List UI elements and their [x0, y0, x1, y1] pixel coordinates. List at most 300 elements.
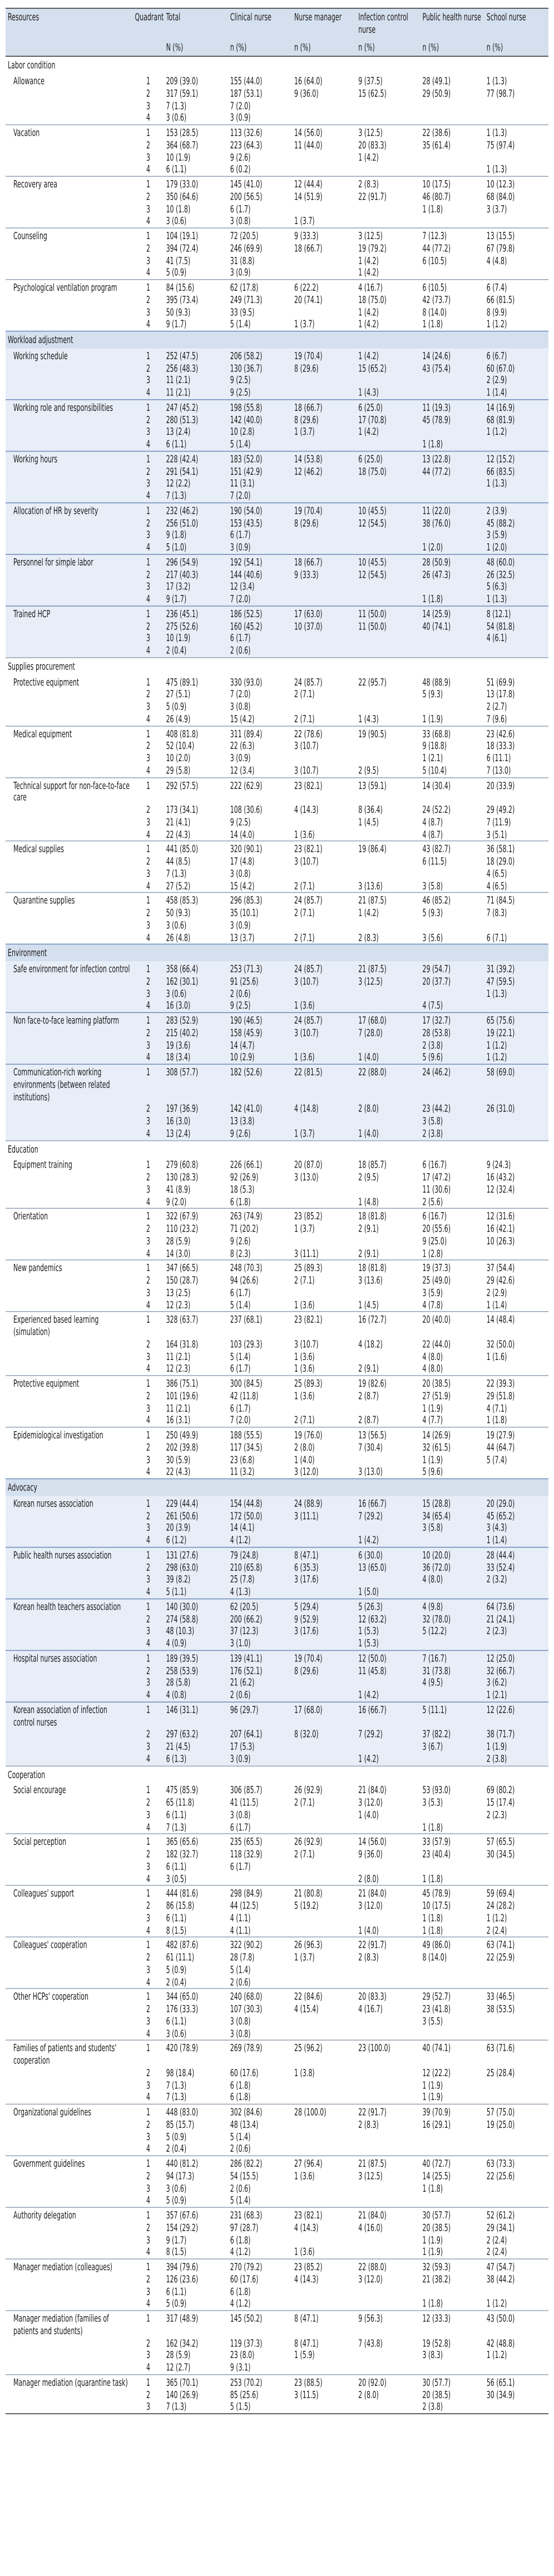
value-cell: 9 (36.0) — [294, 87, 319, 100]
quadrant-cell: 2 — [146, 1171, 150, 1183]
quadrant-cell: 1 — [132, 1702, 164, 1729]
table-row — [6, 1390, 548, 1402]
value-cell: 6 (25.0) — [356, 451, 420, 465]
value-cell: 20 (40.0) — [421, 1312, 484, 1338]
quadrant-cell: 2 — [146, 2337, 150, 2349]
table-row — [6, 880, 548, 893]
value-cell: 350 (64.6) — [166, 191, 199, 202]
value-cell: 3 (11.1) — [292, 1510, 356, 1522]
value-cell: 9 (56.3) — [356, 2311, 420, 2337]
value-cell: 3 (0.6) — [166, 2027, 187, 2039]
value-cell: 9 (18.8) — [422, 740, 447, 752]
quadrant-cell: 3 — [146, 2349, 150, 2361]
value-cell: 17 (47.2) — [422, 1171, 451, 1183]
value-cell: 226 (66.1) — [230, 1159, 263, 1171]
quadrant-cell: 3 — [146, 2131, 150, 2143]
table-row — [6, 2067, 548, 2079]
value-cell: 33 (52.4) — [484, 1561, 548, 1574]
value-cell: 15 (62.5) — [358, 87, 387, 100]
value-cell: 248 (70.3) — [228, 1260, 292, 1274]
value-cell: 7 (1.3) — [166, 2091, 187, 2103]
table-row — [6, 1351, 548, 1363]
value-cell: 23 (6.8) — [230, 1453, 255, 1466]
value-cell — [421, 645, 484, 658]
table-row — [6, 2143, 548, 2156]
resource-label — [6, 1797, 132, 1809]
value-cell — [356, 203, 420, 215]
quadrant-cell: 3 — [146, 255, 150, 266]
table-row — [6, 1064, 548, 1103]
value-cell: 47 (59.5) — [484, 975, 548, 987]
table-row — [6, 542, 548, 554]
value-cell: 40 (74.1) — [421, 621, 484, 633]
value-cell: 1 (1.8) — [422, 1924, 443, 1936]
value-cell: 13 (15.5) — [484, 228, 548, 242]
value-cell — [292, 868, 356, 880]
value-cell: 10 (2.8) — [228, 426, 292, 438]
value-cell: 7 (28.0) — [356, 1027, 420, 1039]
value-cell: 6 (1.1) — [166, 1809, 187, 1821]
resource-label: Allowance — [13, 75, 44, 87]
value-cell: 444 (81.6) — [164, 1885, 228, 1900]
table-row — [6, 1248, 548, 1260]
value-cell: 13 (3.7) — [230, 931, 255, 944]
resource-label — [6, 2016, 132, 2028]
table-row — [6, 1741, 548, 1753]
value-cell: 1 (4.3) — [358, 713, 379, 725]
value-cell — [356, 1677, 420, 1689]
value-cell — [356, 1000, 420, 1012]
section-title: Workload adjustment — [6, 331, 548, 349]
value-cell: 12 (2.3) — [166, 1299, 191, 1311]
quadrant-cell: 1 — [132, 2207, 164, 2222]
value-cell: 8 (29.6) — [292, 363, 356, 375]
quadrant-cell: 4 — [132, 1586, 164, 1599]
quadrant-cell: 2 — [132, 1027, 164, 1039]
value-cell: 3 (0.8) — [230, 867, 251, 880]
value-cell — [292, 1115, 356, 1128]
value-cell — [421, 2143, 484, 2156]
value-cell: 182 (32.7) — [166, 1848, 199, 1860]
value-cell: 27 (51.9) — [422, 1390, 451, 1402]
value-cell: 1 (4.0) — [294, 1453, 315, 1466]
quadrant-cell: 4 — [146, 880, 150, 892]
table-row — [6, 907, 548, 920]
table-row — [6, 1115, 548, 1128]
value-cell: 52 (10.4) — [166, 740, 195, 752]
quadrant-cell: 4 — [146, 713, 150, 725]
value-cell: 44 (77.2) — [421, 465, 484, 478]
table-row — [6, 752, 548, 765]
quadrant-cell: 3 — [146, 1809, 150, 1821]
resource-label — [6, 306, 132, 319]
value-cell: 28 (53.8) — [421, 1027, 484, 1039]
table-row — [6, 73, 548, 87]
value-cell: 13 (59.1) — [356, 777, 420, 804]
value-cell: 190 (54.0) — [228, 503, 292, 517]
value-cell — [356, 645, 420, 658]
table-row — [6, 777, 548, 804]
table-row — [6, 2170, 548, 2182]
value-cell: 3 (0.6) — [166, 2182, 187, 2194]
value-cell: 113 (32.6) — [228, 125, 292, 139]
value-cell: 60 (17.6) — [230, 2067, 259, 2079]
value-cell: 150 (28.7) — [166, 1274, 199, 1287]
value-cell: 9 (25.0) — [422, 1235, 447, 1247]
table-row — [6, 191, 548, 203]
value-cell: 3 (13.0) — [358, 1466, 383, 1478]
value-cell — [356, 701, 420, 713]
value-cell: 322 (90.2) — [228, 1937, 292, 1952]
value-cell: 2 (8.3) — [358, 931, 379, 944]
value-cell: 1 (1.8) — [421, 593, 484, 606]
value-cell: 1 (3.6) — [294, 1299, 315, 1311]
value-cell: 2 (8.7) — [358, 1414, 379, 1426]
value-cell: 1 (3.6) — [294, 1351, 315, 1362]
resource-label — [6, 438, 132, 451]
value-cell: 28 (5.9) — [166, 2349, 191, 2361]
value-cell — [421, 1809, 484, 1821]
value-cell: 22 (4.3) — [166, 828, 191, 840]
table-row — [6, 2104, 548, 2118]
quadrant-cell: 2 — [132, 1613, 164, 1625]
table-row — [6, 1535, 548, 1547]
resource-label: Trained HCP — [6, 606, 132, 621]
value-cell: 209 (39.0) — [166, 75, 199, 87]
resource-label: Protective equipment — [13, 676, 80, 688]
value-cell: 2 (2.7) — [486, 701, 507, 713]
table-row — [6, 100, 548, 112]
value-cell: 54 (81.8) — [484, 621, 548, 633]
value-cell: 1 (1.3) — [486, 163, 507, 176]
quadrant-cell: 1 — [132, 1064, 164, 1103]
value-cell: 77 (98.7) — [486, 87, 515, 100]
table-row — [6, 2003, 548, 2016]
value-cell — [292, 987, 356, 1000]
value-cell — [292, 2016, 356, 2028]
value-cell — [421, 215, 484, 228]
value-cell: 58 (69.0) — [484, 1064, 548, 1103]
value-cell: 7 (1.3) — [164, 490, 228, 503]
value-cell: 37 (54.4) — [484, 1260, 548, 1274]
value-cell: 7 (9.6) — [486, 713, 507, 725]
value-cell — [484, 1860, 548, 1873]
header-unit-total: N (%) — [164, 38, 228, 56]
value-cell: 306 (85.7) — [230, 1784, 263, 1796]
value-cell: 5 (19.2) — [294, 1900, 319, 1912]
value-cell: 448 (83.0) — [164, 2104, 228, 2118]
value-cell: 35 (10.1) — [230, 907, 259, 919]
value-cell: 1 (1.8) — [422, 203, 443, 215]
value-cell — [292, 255, 356, 267]
value-cell: 5 (12.2) — [421, 1625, 484, 1637]
value-cell: 8 (2.3) — [230, 1247, 251, 1259]
value-cell — [356, 2401, 420, 2414]
value-cell: 44 (64.7) — [486, 1441, 515, 1453]
value-cell: 2 (8.3) — [358, 2118, 379, 2131]
quadrant-cell: 2 — [146, 2003, 150, 2015]
value-cell: 1 (4.0) — [358, 1924, 379, 1936]
value-cell: 16 (43.2) — [486, 1171, 515, 1183]
value-cell: 48 (10.3) — [164, 1625, 228, 1637]
value-cell — [356, 2028, 420, 2041]
value-cell — [292, 1287, 356, 1299]
resource-label — [6, 987, 132, 1000]
value-cell: 69 (80.2) — [486, 1784, 515, 1796]
resource-label — [6, 1196, 132, 1209]
table-row — [6, 621, 548, 633]
quadrant-cell: 4 — [132, 387, 164, 400]
header-quadrant: Quadrant — [132, 8, 164, 38]
value-cell: 51 (69.9) — [486, 676, 515, 688]
value-cell: 330 (93.0) — [230, 676, 263, 688]
value-cell — [292, 1196, 356, 1209]
value-cell — [292, 387, 356, 400]
value-cell: 3 (12.0) — [358, 2273, 383, 2285]
resource-label — [6, 2195, 132, 2207]
table-row — [6, 1834, 548, 1848]
value-cell: 9 (1.7) — [164, 593, 228, 606]
value-cell — [421, 112, 484, 125]
value-cell: 24 (52.2) — [422, 804, 451, 816]
value-cell: 22 (91.7) — [356, 1937, 420, 1952]
value-cell: 48 (88.9) — [422, 676, 451, 688]
value-cell: 253 (71.3) — [228, 961, 292, 975]
value-cell: 57 (65.5) — [484, 1834, 548, 1848]
section-title: Environment — [6, 944, 548, 961]
value-cell: 12 (54.5) — [356, 517, 420, 529]
value-cell: 28 (100.0) — [292, 2104, 356, 2118]
value-cell — [292, 542, 356, 554]
table-row — [6, 2131, 548, 2143]
value-cell: 1 (1.3) — [484, 987, 548, 1000]
value-cell — [292, 1976, 356, 1989]
value-cell: 22 (81.5) — [292, 1064, 356, 1103]
value-cell — [292, 438, 356, 451]
value-cell: 91 (25.6) — [228, 975, 292, 987]
value-cell: 1 (4.2) — [356, 1689, 420, 1702]
value-cell: 33 (68.8) — [421, 726, 484, 740]
value-cell: 4 (16.7) — [358, 2003, 383, 2015]
value-cell: 3 (0.6) — [164, 987, 228, 1000]
value-cell — [356, 740, 420, 752]
value-cell — [292, 375, 356, 387]
value-cell — [484, 1873, 548, 1885]
quadrant-cell: 2 — [146, 907, 150, 919]
value-cell: 25 (28.4) — [486, 2067, 515, 2079]
value-cell: 29 (42.6) — [486, 1274, 515, 1287]
value-cell: 1 (1.8) — [422, 1821, 443, 1833]
table-row — [6, 554, 548, 569]
value-cell: 17 (32.7) — [421, 1012, 484, 1027]
value-cell: 14 (56.0) — [292, 125, 356, 139]
table-row — [6, 1209, 548, 1223]
value-cell: 24 (85.7) — [292, 1012, 356, 1027]
value-cell — [292, 2286, 356, 2298]
quadrant-cell: 1 — [132, 1834, 164, 1848]
resource-label — [6, 478, 132, 490]
value-cell: 1 (1.8) — [422, 2297, 443, 2310]
value-cell: 23 (82.1) — [292, 2207, 356, 2222]
quadrant-cell: 3 — [146, 919, 150, 931]
resource-label — [6, 1000, 132, 1012]
value-cell: 19 (70.4) — [292, 1650, 356, 1665]
value-cell: 19 (70.4) — [292, 348, 356, 362]
value-cell — [356, 100, 420, 112]
value-cell: 322 (67.9) — [164, 1209, 228, 1223]
quadrant-cell: 1 — [132, 1650, 164, 1665]
value-cell — [356, 163, 420, 176]
table-row — [6, 2337, 548, 2350]
value-cell: 263 (74.9) — [228, 1209, 292, 1223]
value-cell — [484, 1128, 548, 1140]
resource-label: Other HCPs' cooperation — [6, 1989, 132, 2003]
value-cell: 5 (9.6) — [422, 1466, 443, 1478]
value-cell — [484, 2143, 548, 2156]
value-cell: 26 (96.3) — [292, 1937, 356, 1952]
value-cell: 25 (49.0) — [422, 1274, 451, 1287]
value-cell — [292, 151, 356, 163]
value-cell: 14 (16.9) — [484, 399, 548, 414]
quadrant-cell: 4 — [132, 645, 164, 658]
quadrant-cell: 2 — [132, 1510, 164, 1522]
value-cell: 2 (0.4) — [166, 2143, 187, 2155]
value-cell: 22 (38.6) — [421, 125, 484, 139]
value-cell — [292, 478, 356, 490]
value-cell — [484, 112, 548, 125]
value-cell: 256 (48.3) — [164, 363, 228, 375]
table-row — [6, 465, 548, 478]
value-cell: 1 (4.2) — [356, 1753, 420, 1766]
quadrant-cell: 2 — [132, 1103, 164, 1115]
quadrant-cell: 3 — [146, 1287, 150, 1299]
value-cell: 7 (29.2) — [356, 1510, 420, 1522]
quadrant-cell: 4 — [146, 163, 150, 176]
value-cell: 23 (88.5) — [292, 2374, 356, 2389]
quadrant-cell: 4 — [146, 2143, 150, 2155]
table-row — [6, 1665, 548, 1677]
table-row — [6, 2401, 548, 2414]
quadrant-cell: 3 — [146, 1964, 150, 1976]
value-cell: 42 (11.8) — [230, 1390, 259, 1402]
table-row — [6, 163, 548, 176]
value-cell: 1 (1.9) — [422, 713, 443, 725]
value-cell: 25 (96.2) — [292, 2041, 356, 2067]
value-cell: 14 (51.9) — [294, 191, 323, 202]
value-cell — [421, 478, 484, 490]
table-row — [6, 726, 548, 740]
value-cell: 3 (5.6) — [422, 931, 443, 944]
value-cell: 1 (4.0) — [356, 1051, 420, 1064]
resource-label — [6, 2362, 132, 2375]
value-cell: 61 (11.1) — [166, 1952, 195, 1963]
quadrant-cell: 1 — [132, 841, 164, 856]
table-row — [6, 1689, 548, 1702]
value-cell: 6 (1.1) — [166, 1912, 187, 1924]
quadrant-cell: 2 — [146, 855, 150, 867]
value-cell: 12 (2.3) — [166, 1363, 191, 1374]
value-cell — [228, 1873, 292, 1885]
quadrant-cell: 2 — [146, 2170, 150, 2182]
value-cell — [484, 2362, 548, 2375]
value-cell: 14 (4.7) — [228, 1039, 292, 1051]
resource-label: Epidemiological investigation — [6, 1427, 132, 1442]
resource-label — [6, 1964, 132, 1976]
resource-label — [6, 856, 132, 868]
value-cell: 41 (8.9) — [166, 1183, 191, 1195]
value-cell: 140 (30.0) — [164, 1599, 228, 1613]
resource-label — [6, 1299, 132, 1312]
value-cell: 3 (10.7) — [294, 765, 319, 776]
quadrant-cell: 1 — [132, 726, 164, 740]
value-cell: 53 (93.0) — [422, 1784, 451, 1796]
value-cell — [356, 633, 420, 645]
table-row — [6, 1964, 548, 1976]
value-cell — [292, 2079, 356, 2092]
quadrant-cell: 3 — [132, 1574, 164, 1586]
value-cell: 29 (49.2) — [486, 804, 515, 816]
value-cell: 3 (0.5) — [166, 1873, 187, 1885]
value-cell: 172 (50.0) — [228, 1510, 292, 1522]
value-cell: 210 (65.8) — [228, 1561, 292, 1574]
value-cell — [421, 1637, 484, 1650]
value-cell: 186 (52.5) — [228, 606, 292, 621]
value-cell: 1 (4.0) — [358, 1809, 379, 1821]
value-cell: 18 (66.7) — [292, 554, 356, 569]
value-cell: 110 (23.2) — [166, 1223, 199, 1235]
value-cell: 223 (64.3) — [230, 139, 263, 151]
table-row — [6, 1287, 548, 1299]
resource-label: Psychological ventilation program — [6, 280, 132, 294]
value-cell: 3 (17.6) — [292, 1574, 356, 1586]
value-cell: 6 (1.1) — [166, 2015, 187, 2027]
value-cell: 16 (66.7) — [356, 1702, 420, 1729]
value-cell: 8 (9.9) — [486, 306, 507, 318]
quadrant-cell: 2 — [132, 517, 164, 529]
header-unit: n (%) — [356, 38, 420, 56]
table-row — [6, 1650, 548, 1665]
value-cell: 2 (5.6) — [422, 1195, 443, 1208]
section-header — [6, 57, 548, 74]
value-cell: 34 (65.4) — [421, 1510, 484, 1522]
value-cell — [484, 100, 548, 112]
value-cell: 103 (29.3) — [230, 1338, 263, 1350]
header-resources: Resources — [6, 8, 132, 38]
value-cell: 1 (3.8) — [294, 2067, 315, 2079]
value-cell: 12 (54.5) — [356, 569, 420, 581]
value-cell — [356, 2286, 420, 2298]
value-cell: 23 (85.2) — [292, 2259, 356, 2274]
value-cell: 17 (3.2) — [164, 581, 228, 593]
value-cell: 11 (50.0) — [356, 606, 420, 621]
value-cell: 5 (6.3) — [484, 581, 548, 593]
value-cell: 28 (44.4) — [484, 1547, 548, 1561]
value-cell: 2 (8.0) — [358, 2389, 379, 2401]
value-cell: 41 (11.5) — [230, 1796, 259, 1809]
quadrant-cell: 4 — [132, 1051, 164, 1064]
value-cell: 21 (80.8) — [292, 1885, 356, 1900]
value-cell: 1 (1.4) — [484, 1535, 548, 1547]
quadrant-cell: 3 — [132, 2401, 164, 2414]
value-cell: 79 (24.8) — [228, 1547, 292, 1561]
resource-label — [6, 1363, 132, 1376]
value-cell: 2 (3.8) — [484, 1753, 548, 1766]
value-cell: 68 (81.9) — [484, 414, 548, 426]
value-cell — [421, 426, 484, 438]
value-cell: 12 (32.4) — [486, 1183, 515, 1195]
value-cell: 22 (39.3) — [484, 1376, 548, 1390]
table-row — [6, 581, 548, 593]
